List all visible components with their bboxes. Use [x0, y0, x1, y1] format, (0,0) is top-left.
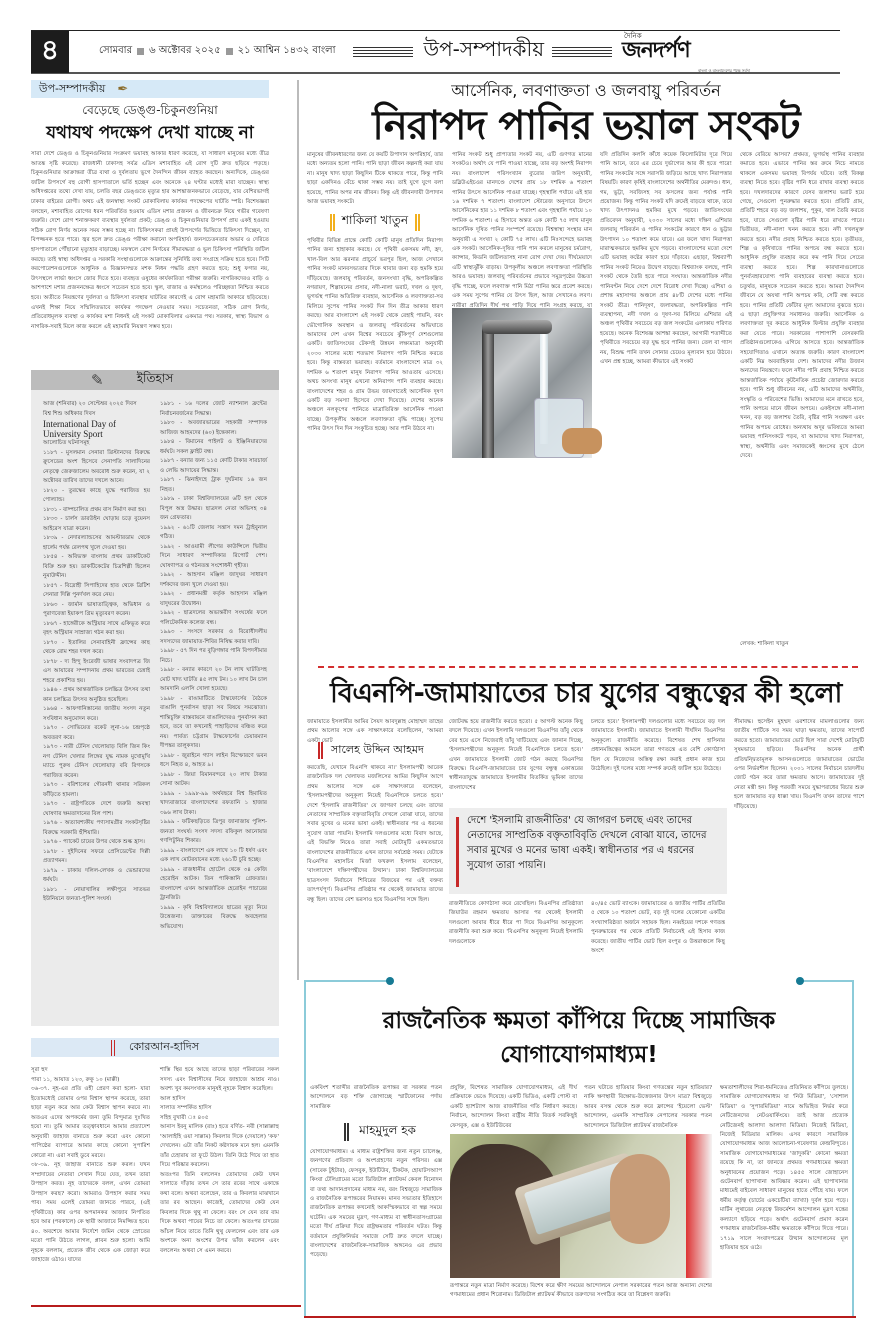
history-event: ১৯৮৯ - ঢাকা বিশ্ববিদ্যালয়ের ৬টি হল থেকে বিপুল অস্ত্র উদ্ধার। ছাত্রদল নেতা অভিসহ ৩৪ জন গ্রেফতার। [160, 496, 267, 521]
social-col3-top: পতন ঘটাতে হাতিয়ার কিংবা গণতন্ত্রের নতুন হাতিয়ার? নাকি ক্ষণস্থায়ী বিক্ষোভ-উত্তেজনার উৎস মাত্র? বিশ্বজুড়ে আরব বসন্ত থেকে শুরু করে ফ্রান্সের 'ইয়েলো ভেস্ট' আন্দোলন, এমনকি সাম্প্রতিক নেপালের সরকার পতন আন্দোলনে ডিজিটাল প্ল্যাটফর্ম রাজনৈতিক [584, 1085, 712, 1129]
quran-section-label: কোরআন-হাদিস [129, 1040, 199, 1053]
history-event: ১৯৭০ - সোভিয়েত রকেট লুনা-১৬ চন্দ্রপৃষ্ঠে অবতরণ করে। [43, 725, 150, 741]
quran-paragraph: আল হাদিস [160, 1095, 186, 1102]
bnp-byline [318, 740, 440, 760]
history-event: ১৮৩১ - বাষ্পচালিত প্রথম বাস নির্মাণ করা হয়। [43, 506, 147, 513]
newspaper-logo [622, 31, 752, 73]
section-title: উপ-সম্পাদকীয় [423, 37, 545, 61]
separator-square-icon [137, 48, 144, 55]
date-bengali: ২১ আশ্বিন ১৪৩২ বাংলা [237, 45, 336, 56]
quran-column-1 [31, 1066, 150, 1300]
water-col2-top: পানির সংকট শুধু প্রাপ্যতার সংকট নয়, এটি গুণগত মানের সংকটও। অর্থাৎ যে পানি পাওয়া যাচ্ছে, তার বড় অংশই নিরাপদ নয়। বাংলাদেশ পরিসংখ্যান ব্যুরোর জরিপ অনুযায়ী, ডব্লিউএইচওর মানদণ্ডে দেশের প্রায় ১৮ দশমিক ৬ শতাংশ পানির উৎসে আর্সেনিক পাওয়া যাচ্ছে। গৃহস্থালি পর্যায়ে এই হার ১৬ দশমিক ৭ শতাংশ। বাংলাদেশ স্টোরেজ অনুসারে উৎসে আর্সেনিকের হার ১১ দশমিক ৮ শতাংশ এবং গৃহস্থালি পর্যায়ে ১০ দশমিক ৬ শতাংশ। এ হিসাবে অন্তত এক কোটি ৭৫ লাখ মানুষ আর্সেনিক দূষিত পানির সংস্পর্শে রয়েছে। বিশ্বস্বাস্থ্য সংস্থার মান অনুযায়ী এ সংখ্যা ২ কোটি ৭৫ লাখ। এটি নিঃসন্দেহে ভয়াবহ এক সংকট। আর্সেনিক-দূষিত পানি পান করলে মানুষের চর্মরোগ, ক্যান্সার, কিডনি জটিলতাসহ নানা রোগ দেখা দেয়। দীর্ঘমেয়াদে এটি স্বাস্থ্যঝুঁকি বাড়ায়। উপকূলীয় অঞ্চলে লবণাক্ততা পরিস্থিতি আরও ভয়াবহ। জলবায়ু পরিবর্তনের প্রভাবে সমুদ্রপৃষ্ঠের উচ্চতা বৃদ্ধি পাচ্ছে, ফলে লবণাক্ত পানি মিঠা পানির স্তরে প্রবেশ করছে। এক সময় সুপেয় পানির যে উৎস ছিল, আজ সেখানেও লবণ। নারীরা প্রতিদিন দীর্ঘ পথ পাড়ি দিয়ে পানি সংগ্রহ করছে, যা [452, 152, 592, 309]
social-col1-bottom: যোগাযোগমাধ্যম। এ মাধ্যম রাষ্ট্রশক্তির জন্য নতুন চ্যালেঞ্জ, জনগণের প্রতিবাদ ও অংশগ্রহণের নতুন পরিসর। এক্স (সাবেক টুইটার), ফেসবুক, ইউটিউব, টিকটক, হোয়াটসঅ্যাপ কিংবা টেলিগ্রামের মতো ডিজিটাল প্ল্যাটফর্ম কেবল বিনোদন বা তথ্য আদানপ্রদানের মাধ্যম নয়, বরং বিশ্বজুড়ে সামাজিক ও রাজনৈতিক রূপান্তরের নিয়ামক। মানব সভ্যতার ইতিহাসে রাজনৈতিক রূপান্তর কখনোই আকস্মিকভাবে বা স্বল্প সময়ে ঘটেনি। এক সময়ের মুদ্রণ, গণ-মাধ্যম বা স্বাধীনতাসংগ্রামের মতো দীর্ঘ প্রক্রিয়া দিয়ে রাষ্ট্রক্ষমতার পরিবর্তন ঘটত। কিন্তু বর্তমানে প্রযুক্তিনির্ভর সমাজে সেটি দ্রুত বদলে যাচ্ছে। বাংলাদেশের রাজনৈতিক-সামাজিক অঙ্গনেও এর প্রভাব পড়েছে। [310, 1149, 442, 1259]
bnp-col3-bottom: ৪০/৪৫ ভোট ব্যাংকে। জামায়াতের ও জাতীয় পার্টির প্রতিটির ৫ থেকে ১০ শতাংশ ভোট, বড় দুই দলের যেকোনো একটির সংখ্যাগরিষ্ঠতা অর্জনে সহায়ক ছিল। নব্বইয়ের দশকে গণতন্ত্র পুনরুদ্ধারের পর থেকে প্রতিটি নির্বাচনেই এই হিসাব কাজ করেছে। জাতীয় পার্টির ভোট ছিল রংপুর ও উত্তরাঞ্চলে কিছু অংশে [591, 901, 725, 955]
smartphone-photo [450, 1134, 712, 1278]
editorial-kicker: বেড়েছে ডেঙ্গু-চিকুনগুনিয়া [82, 103, 218, 117]
history-event: ১৯৯৮ - রাঙামাটিতে টাস্কফোর্সের বৈঠকে বাঙালি পুনর্বাসন ছাড়া সব বিষয়ে সমঝোতা। শান্তিচুক্তি বাস্তবায়নে বাঙালিদেরও পুনর্বাসন করা হবে, তবে তা কখনোই পাহাড়িদের বঞ্চিত করে নয়। পার্বত্য চট্টগ্রাম টাস্কফোর্সের চেয়ারম্যান দীপঙ্কর তালুকদার। [160, 695, 267, 749]
history-event: ১৮৬৭ - হাঙ্গেরীকে অস্ট্রিয়ার সাথে একিভূত করে বৃহৎ অস্ট্রিয়ান সাম্রাজ্য গঠন করা হয়। [43, 620, 150, 636]
frame-dot-icon [796, 977, 804, 985]
column-divider [297, 80, 299, 980]
history-intro-day: বিশ্ব শিশু অধিকার দিবস [43, 410, 96, 417]
byline-bar-icon [318, 742, 323, 759]
bnp-col3-top: চলতে হবে।' ইসলামপন্থী দলগুলোর মধ্যে সবচেয়ে বড় দল জামায়াতে ইসলামী। জামায়াতে ইসলামী দীর্ঘদিন বিএনপির অনুকূল্যে রাজনীতি করেছে। বিশেষত শেখ হাসিনার প্রধানমন্ত্রিত্বের আমলে তারা গণতন্ত্রে এত বেশি কোণঠাসা ছিল যে নিজেদের অস্তিত্ব রক্ষা করাই প্রধান কাজ হয়ে উঠেছিল। দুই দলের মধ্যে সম্পর্ক ক্রমেই জটিল হয়ে উঠেছে। [591, 719, 725, 773]
water-tap-photo [452, 308, 592, 458]
quran-paragraph: ৪০. অবশেষে আমার নির্দেশে জমিন থেকে স্রোতের মতো পানি উঠতে লাগল, প্লাবন শুরু হলো। আমি নূহকে বললাম, প্রত্যেক জীব থেকে এক জোড়া করে জাহাজে ওঠাও। যাদের [31, 1228, 150, 1263]
bottom-rule [31, 1305, 301, 1307]
history-event: ১৯৯৯ - কৃষি বিশ্ববিদ্যালয়ে ছাত্রের মৃত্যু নিয়ে উত্তেজনা। ডাক্তারের বিরুদ্ধে অবহেলার অভিযোগ। [160, 904, 267, 930]
history-event: ১৯৭৩ - বরিশালের গৌরনদী থানার সরিকল ফাঁড়িতে হামলা। [43, 782, 150, 798]
quran-paragraph: আনাস ইবনু মালিক (রাঃ) হতে বর্ণিত- নবী (সাল্লাল্লাহু 'আলাইহি ওয়া সাল্লাম) কিবলার দিকে (দেয়ালে) 'কফ' দেখলেন। এটা তাঁর নিকট কষ্টদায়ক মনে হল। এমনকি তাঁর চেহারায় তা ফুটে উঠল। তিনি উঠে গিয়ে তা হাত দিয়ে পরিষ্কার করলেন। [160, 1124, 279, 1168]
quran-paragraph: সূরা হুদ [31, 1067, 48, 1073]
history-event: ১৯৮৪ - বিমানের পাইলট ও ইঞ্জিনিয়ারদের ধর্মঘট। সকল ফ্লাইট বন্ধ। [160, 439, 267, 455]
quran-section-bar [31, 1038, 279, 1057]
editorial-headline[interactable]: যথাযথ পদক্ষেপ দেখা যাচ্ছে না [46, 123, 254, 143]
date-gregorian: ৬ অক্টোবর ২০২৫ [149, 45, 221, 56]
page-number: ৪ [31, 31, 69, 73]
editorial-section-bar [31, 80, 269, 98]
logo-daily: দৈনিক [624, 31, 642, 40]
bnp-col1-bottom: করতেছি, যেখানে বিএনপি থাকবে না।' ইসলামপন্থী আরেক রাজনৈতিক দল খেলাফত মজলিসের আমির কিছুদিন আগে প্রথম আলোর সঙ্গে এক সাক্ষাৎকারে বলেছেন, 'ইসলামপন্থীদের অনুকূল্য নিয়েই বিএনপিকে চলতে হবে।' দেশে 'ইসলামি রাজনীতির' যে জাগরণ চলছে এবং তাদের নেতাদের সাম্প্রতিক বক্তৃতাবিবৃতি দেখলে বোঝা যাবে, তাদের সবার মুখের ও মনের ভাষা একই। স্বাধীনতার পর এ ধরনের সুযোগ তারা পায়নি। ইসলামি দলগুলোর মধ্যে বিবাদ আছে, এই বিভক্তি নিয়েও তারা সবাই মোটামুটি একমতভাবে বাংলাদেশের রাজনীতিতে এখন তাদের সর্বশ্রেষ্ঠ সময়। যেটাকে বিএনপির মহাসচিব মির্জা ফখরুল ইসলাম বলেছেন, 'বাংলাদেশে দক্ষিণপন্থীদের উত্থান'। ঢাকা বিশ্ববিদ্যালয়ের ছাত্রসংসদ নির্বাচনে শিবিরের বিজয়ের পর এই বক্তব্য তাৎপর্যপূর্ণ। বিএনপির প্রতিষ্ঠার পর থেকেই জামায়াত তাদের বন্ধু ছিল। তাদের বেশ ভরসাও হয়ে বিএনপির সঙ্গে ছিল। [307, 765, 443, 903]
quran-column-2 [160, 1066, 279, 1300]
history-event: ১৮৭৮ - দ্য হিন্দু ইংরেজী ভাষার সংবাদপত্র জি এস আয়ারের সম্পাদনায় প্রথম ভারতের চেন্নাই শহরে প্রকাশিত হয়। [43, 658, 150, 684]
pull-quote: দেশে 'ইসলামি রাজনীতির' যে জাগরণ চলছে এবং তাদের নেতাদের সাম্প্রতিক বক্তৃতাবিবৃতি দেখলে বোঝা যাবে, তাদের সবার মুখের ও মনের ভাষা একই। স্বাধীনতার পর এ ধরনের সুযোগ তারা পায়নি। [449, 808, 727, 894]
water-headline[interactable]: নিরাপদ পানির ভয়াল সংকট [372, 103, 800, 149]
history-event: ১৯৪৬ - প্রথম আন্তর্জাতিক চলচ্চিত্র উৎসব তথা কান চলচ্চিত্র উৎসব অনুষ্ঠিত হয়েছিল। [43, 687, 150, 703]
decorative-rules [552, 47, 612, 57]
water-col1-top: মানুষের জীবনধারণের জন্য যে কয়টি উপাদান অপরিহার্য, তার মধ্যে অন্যতম হলো পানি। পানি ছাড়া জীবন কল্পনাই করা যায় না। মানুষ খাদ্য ছাড়া কিছুদিন টিকে থাকতে পারে, কিন্তু পানি ছাড়া একদিনও বেঁচে থাকা সম্ভব নয়। তাই যুগে যুগে বলা হয়েছে, পানির অপর নাম জীবন। কিন্তু এই জীবনদায়ী উপাদান আজ ভয়াবহ সংকটে। [307, 152, 443, 206]
history-event: ১৯৯২ - ৬১টি জেলায় সন্ত্রাস দমন ট্রাইবুনাল গঠিত। [160, 524, 267, 540]
quran-paragraph: পারা ১১, আয়াত ১২৩, রুকু ১০ (মাক্কী) [31, 1076, 120, 1083]
logo-name: জনদর্পণ [622, 37, 690, 63]
history-event: ১৮৭০ - ইতালির সেনাবাহিনী ফ্রান্সের কাছ থেকে রোম শহর দখল করে। [43, 639, 150, 655]
history-event: ১৯৯৯ - ১৯৯৮-৯৯ অর্থবছরে বিশ্ব হিমায়িত খাদ্যবাজারে বাংলাদেশের রফতানি ১ হাজার ৩৯৬ লাখ টাকা। [160, 790, 267, 816]
history-event: ১৯৯৮ - বন্যার কারণে ২০ টন লাখ ঘাটতিসহ মোট খাদ্য ঘাটতি ৪৫ লাখ টন। ১০ লাখ টন চাল আমদানি এলসি খোলা হয়েছে। [160, 667, 267, 692]
double-bar-icon [111, 1040, 115, 1056]
history-event: ১৯৭৬ - অত্যাবশ্যকীয় পণ্যসামগ্রীর সংকটসৃষ্টির বিরুদ্ধে সরকারি হুঁশিয়ারি। [43, 820, 150, 836]
social-col23-bottom: রূপান্তরে নতুন মাত্রা নির্মাণ করেছে। বিশেষ করে ক্ষীণ সময়ের আন্দোলনে নেপাল সরকারের পতন আজ অন্যান্য দেশের গণমাধ্যমের প্রধান শিরোনাম। ডিজিটাল প্ল্যাটফর্ম কীভাবে তরুণদের সংগঠিত করে তা বিশ্লেষণ জরুরি। [450, 1283, 712, 1299]
history-event: ১৯৬৪ - আফগানিস্তানের জাতীয় সংসদ নতুন সংবিধান অনুমোদন করে। [43, 706, 150, 722]
quran-paragraph: শাস্তি স্থির হয়ে আছে তাদের ছাড়া পরিবারের সকল সদস্য এবং বিশ্বাসীদের নিয়ে জাহাজে আশ্রয় নাও। অবশ্য খুব কমসংখ্যক মানুষই নূহকে বিশ্বাস করেছিল। [160, 1067, 279, 1092]
social-col4: ক্ষমতাশালীদের শিরা-ধমনিতেও প্রতিনিয়ত কাঁপিয়ে তুলছে। সামাজিক যোগাযোগমাধ্যম যা 'নিউ মিডিয়া', 'সোশাল মিডিয়া' ও 'সুপারমিডিয়া' নামে অভিহিত নির্ভর করে নেটিজেনদের নেটওয়ার্কিংয়ে। তাই আজ প্রত্যেক নেটিজেনই আলাদা আলাদা মিডিয়া। নিজেই মিডিয়া, নিজেই মিডিয়ার মালিক। এসব কারণে সামাজিক যোগাযোগমাধ্যম আজ আলোচনা-গবেষণার কেন্দ্রবিন্দুতে। সামাজিক যোগাযোগমাধ্যমের 'জাদুকরি' কোনো ক্ষমতা রয়েছে কি না, তা জানতে প্রথমত গণমাধ্যমের ক্ষমতা অনুধাবনের প্রয়োজন পড়ে। ১৪৫৫ সালে জোহানেস গুটেনবার্গ ছাপাখানা আবিষ্কার করেন। এই ছাপাখানার মাধ্যমেই বাইবেল সাধারণ মানুষের হাতে পৌঁছে যায়। ফলে ধর্মীয় কর্তৃত্ব (চার্চের একচেটিয়া ব্যাখ্যা) দুর্বল হয়ে পড়ে। মার্টিন লুথারের নেতৃত্বে রিফর্মেশন আন্দোলন মুদ্রণ যন্ত্রের কল্যাণে ছড়িয়ে পড়ে। অর্থাৎ গুটেনবার্গ প্রমাণ করেন গণমাধ্যম রাজনৈতিক-ধর্মীয় ক্ষমতাকে কাঁপিয়ে দিতে পারে। ১৭১৯ সালে সংবাদপত্রের উত্থান আন্দোলনের মূল হাতিয়ার হয়ে ওঠে। [720, 1085, 848, 1251]
history-event: ১৯৭৬ - প্যাকেট চায়ের উপর থেকে শুল্ক হ্রাস। [43, 839, 145, 845]
quran-body [31, 1066, 279, 1300]
byline-bar-icon [330, 214, 335, 231]
history-events-heading: আলোচিত ঘটনাসমূহ [43, 440, 90, 446]
water-byline [307, 211, 443, 233]
history-box [31, 390, 279, 1026]
history-section-bar [31, 370, 279, 390]
history-event: ১৯৯৩ - সংসদে সরকার ও বিরোধীদলীয় সদস্যদের জামায়াত-শিবির নিষিদ্ধ করার দাবি। [160, 629, 267, 645]
social-headline[interactable]: রাজনৈতিক ক্ষমতা কাঁপিয়ে দিচ্ছে সামাজিক যোগাযোগমাধ্যম! [382, 1008, 776, 1068]
quran-paragraph: সহিহ বুখারী ঃ ৪০৫ [160, 1114, 209, 1121]
water-col4: থেকে বেরিয়ে আসব? প্রথমত, ভূগর্ভস্থ পানির ব্যবহার কমাতে হবে। এভাবে পানির স্তর ক্রমে নিচে নামতে থাকলে একসময় ভয়াবহ বিপর্যয় ঘটবে। তাই বিকল্প ব্যবস্থা নিতে হবে। বৃষ্টির পানি ধরে রাখার ব্যবস্থা করতে হবে। দখলদারদের কারণে যেসব জলাশয় ভরাট হয়ে গেছে, সেগুলো পুনরুদ্ধার করতে হবে। প্রতিটি গ্রাম, প্রতিটি শহরে বড় বড় জলাশয়, পুকুর, খাল তৈরি করতে হবে, যাতে সেগুলো বৃষ্টির পানি ধরে রাখতে পারে। দ্বিতীয়ত, নদী-নালা খনন করতে হবে। নদী দখলমুক্ত করতে হবে। নদীর প্রবাহ নিশ্চিত করতে হবে। তৃতীয়ত, শিল্প ও কৃষিখাতে পানির অপচয় বন্ধ করতে হবে। আধুনিক প্রযুক্তি ব্যবহার করে কম পানি দিয়ে সেচের ব্যবস্থা করতে হবে। শিল্প কারখানাগুলোতে পুনর্ব্যবহারযোগ্য পানি ব্যবহারের ব্যবস্থা করতে হবে। চতুর্থত, মানুষকে সচেতন করতে হবে। আমরা দৈনন্দিন জীবনে যে অযথা পানি অপচয় করি, সেটি বন্ধ করতে হবে। পানির প্রতিটি ফোঁটার মূল্য আমাদের বুঝতে হবে। এ ছাড়া প্রযুক্তিগত সমাধানও জরুরি। আর্সেনিক ও লবণাক্ততা দূর করতে আধুনিক ফিল্টার প্রযুক্তি ব্যবহার করা যেতে পারে। সরকারের পাশাপাশি বেসরকারি প্রতিষ্ঠানগুলোকেও এগিয়ে আসতে হবে। আন্তর্জাতিক সহযোগিতাও এখানে অত্যন্ত জরুরি। কারণ বাংলাদেশ একটি নিম্ন অববাহিকার দেশ। আমাদের নদীর উজান অন্যদের নিয়ন্ত্রণে। ফলে নদীর পানি প্রবাহ নিশ্চিত করতে আন্তর্জাতিক পর্যায়ে কূটনৈতিক প্রচেষ্টা জোরদার করতে হবে। পানি শুধু জীবনের নয়, এটি আমাদের অর্থনীতি, সংস্কৃতি ও পরিবেশের ভিত্তি। আমাদের মনে রাখতে হবে, পানি অপচয় মানে জীবন অপচয়। একইসঙ্গে নদী-নালা খনন, বড় বড় জলাশয় তৈরি, বৃষ্টির পানি সংরক্ষণ এবং পানির অপচয় রোধের। অন্যথায় অদূর ভবিষ্যতে আমরা ভয়াবহ পানিসংকটে পড়ব, যা আমাদের খাদ্য নিরাপত্তা, স্বাস্থ্য, অর্থনীতি এবং সমাজকেই ধ্বংসের মুখে ঠেলে দেবে। [740, 152, 864, 459]
bnp-col2: জোটবদ্ধ হয়ে রাজনীতি করতে হতো। ৫ আগস্ট অনেক কিছু বদলে দিয়েছে। এখন ইসলামি দলগুলো বিএনপির তাঁবু থেকে বের হয়ে এসে নিজেরাই তাঁবু খাটিয়েছে এবং জানান দিচ্ছে, 'ইসলামপন্থীদের অনুকূল্য নিয়েই বিএনপিকে চলতে হবে।' এখন জামায়াতে ইসলামী জোট গঠন করছে বিএনপির বিরুদ্ধে। বিএনপি-জামায়াতের চার যুগের বন্ধুত্ব একাত্তরের স্বাধীনতাযুদ্ধে জামায়াতে ইসলামীর বিতর্কিত ভূমিকা তাদের বাংলাদেশের [449, 719, 583, 791]
masthead [31, 30, 840, 74]
history-event: ১৯৯২ - ছাত্রদলের অভ্যন্তরীণ সংঘর্ষের ফলে পলিটেকনিক কলেজ বন্ধ। [160, 610, 267, 626]
history-column-1 [43, 400, 150, 1020]
history-event: ১৯৭৮ - দুইদিনের সফরে প্রেসিডেন্টের দিল্লী প্রত্যাগমন। [43, 848, 150, 864]
separator-square-icon [226, 48, 233, 55]
history-events-list [160, 400, 267, 932]
history-event: ১৮২০ - তুরস্কের কাছে যুদ্ধে পরাজিত হয় পোল্যান্ড। [43, 487, 150, 503]
bnp-headline[interactable]: বিএনপি-জামায়াতের চার যুগের বন্ধুত্বের কী হলো [330, 678, 842, 709]
history-event: ১৯৮১ - ১৬ দলের জোট ন্যাশনাল ফ্রন্টের নির্বাচনবর্জনের সিদ্ধান্ত। [160, 401, 267, 417]
fountain-pen-icon: ✒ [117, 81, 129, 97]
history-column-2 [160, 400, 267, 1020]
social-col1-top: একবিংশ শতাব্দীর রাজনৈতিক রূপান্তর বা সরকার পতন আন্দোলনে বড় শক্তি জোগাচ্ছে স্মার্টফোনের পর্দায় সামাজিক [310, 1085, 442, 1110]
history-event: ১৯৯৮ - জিয়া বিমানবন্দরে ২০ লাখ টাকার সোনা আটক। [160, 771, 267, 787]
quran-paragraph: ৩৬-৩৭. নূহ-এর প্রতি ওহী প্রেরণ করা হলো- যারা ইতোমধ্যেই তোমার ওপর বিশ্বাস স্থাপন করেছে, তারা ছাড়া নতুন করে আর কেউ বিশ্বাস স্থাপন করবে না। অতএব এদের অপকর্মের জন্য তুমি বিন্দুমাত্র দুঃখিত হয়ো না। তুমি আমার তত্ত্বাবধানে আমার প্রত্যাদেশ অনুযায়ী জাহাজ বানাতে শুরু করো এবং কোনো পাপিষ্ঠের ব্যাপারে আমার কাছে কোনো সুপারিশ কোরো না। এরা সবাই ডুবে মরবে। [31, 1086, 150, 1159]
social-byline [318, 1121, 442, 1143]
water-author: শাকিলা খাতুন [341, 213, 409, 227]
history-event: ১৮৫৭ - বিদ্রোহী সিপাহিদের হাত থেকে ব্রিটিশ সেনারা দিল্লি পুনর্দখল করে নেয়। [43, 582, 150, 598]
dateline [99, 43, 335, 60]
history-event: ১৮৩৯ - নেদারল্যান্ডসের আমস্টারডাম থেকে হার্লেম পর্যন্ত রেলপথ খুলে দেওয়া হয়। [43, 535, 150, 551]
social-col2-top: প্রযুক্তি, বিশেষত সামাজিক যোগাযোগমাধ্যম, এই দীর্ঘ প্রক্রিয়াকে ভেঙে দিয়েছে। একটি ভিডিও, একটি পোস্ট বা একটি হ্যাশট্যাগ আজ রাজনীতির গতি নির্ধারণ করছে। নির্বাচন, আন্দোলন কিংবা রাষ্ট্রীয় নীতি বিতর্ক সবকিছুই ফেসবুক, এক্স ও ইউটিউবের [450, 1085, 577, 1129]
editorial-body: সারা দেশে ডেঙ্গু ও চিকুনগুনিয়ার সংক্রমণ ভয়াবহ আকার ধারণ করেছে, যা সাধারণ মানুষের মধ্যে তীব্র আতঙ্ক সৃষ্টি করেছে। রাজধানী ঢাকাসহ সর্বত্র এডিস মশাবাহিত এই রোগ দুটি দ্রুত ছড়িয়ে পড়ছে। চিকুনগুনিয়ার আক্রান্তরা তীব্র ব্যথা ও দুর্বলতায় ভুগে দৈনন্দিন জীবন ব্যাহত করছেন। অন্যদিকে, ডেঙ্গুর জটিল উপসর্গে বহু রোগী হাসপাতালে ভর্তি হচ্ছেন এবং অনেকে ২৪ ঘণ্টার মধ্যেই মারা যাচ্ছেন। স্বাস্থ্য অধিদপ্তরের তথ্যে দেখা যায়, চলতি বছর ডেঙ্গুতে মৃত্যুর হার আশঙ্কাজনকভাবে বেড়েছে, যার বেশিরভাগই ঢাকার বাইরের রোগী। অথচ এই জনস্বাস্থ্য সংকট মোকাবিলায় কার্যকর পদক্ষেপের ঘাটতি স্পষ্ট। বিশেষজ্ঞরা বলছেন, মশাবাহিত রোগের ধরন পরিবর্তিত হওয়ায় এডিস মশার প্রজনন ও জীবনচক্র নিয়ে গভীর গবেষণা জরুরি। দেশে রোগ শনাক্তকরণ ব্যবস্থার দুর্বলতা প্রকট; ডেঙ্গু ও চিকুনগুনিয়ার উপসর্গ প্রায় একই হওয়ায় সঠিক রোগ নির্ণয় অনেক সময় সম্ভব হচ্ছে না। চিকিৎসকরা প্রায়ই উপসর্গের ভিত্তিতে চিকিৎসা দিচ্ছেন, যা বিপজ্জনক হতে পারে। জ্বর হলে দ্রুত ডেঙ্গু পরীক্ষা করানো অপরিহার্য। জনসচেতনতার অভাব ও দেরিতে হাসপাতালে পৌঁছানো মৃত্যুহার বাড়াচ্ছে। মফস্বলে রোগ নির্ণয়ের সীমাবদ্ধতা ও ভুল চিকিৎসা পরিস্থিতি জটিল করছে। তাই স্বাস্থ্য অধিদপ্তর ও সরকারি সংস্থাগুলোকে আক্রান্তের সুনির্দিষ্ট তথ্য সংগ্রহে সক্রিয় হতে হবে। সিটি করপোরেশনগুলোকে আধুনিক ও বিজ্ঞানসম্মত মশক নিধন পদ্ধতি গ্রহণ করতে হবে; শুধু ফগার নয়, উৎসস্থলে লার্ভা ধ্বংসে জোর দিতে হবে। ব্যবহৃত ওষুধের কার্যকারিতা পরীক্ষা জরুরি। নাগরিকদেরও বাড়ি ও আশপাশে মশার প্রজননক্ষেত্র ধ্বংসে সচেতন হতে হবে। স্কুল, বাজার ও কর্মস্থলেও পরিচ্ছন্নতা নিশ্চিত করতে হবে। অতীতে নিয়ন্ত্রণের দুর্বলতা ও চিকিৎসা ব্যবস্থার ঘাটতির কারণেই এ রোগ মহামারি আকারে ছড়িয়েছে। এখনই শিক্ষা নিয়ে সম্মিলিতভাবে কার্যকর পদক্ষেপ নেওয়ার সময়। সচেতনতা, সঠিক রোগ নির্ণয়, প্রতিরোধমূলক ব্যবস্থা ও কার্যকর মশা নিধনই এই সংকট মোকাবিলার একমাত্র পথ। সরকার, স্বাস্থ্য বিভাগ ও নাগরিক-সবাই মিলে কাজ করলে এই মহামারি নিয়ন্ত্রণ সম্ভব হবে। [31, 151, 269, 330]
byline-bar-icon [415, 214, 420, 231]
history-section-label: ইতিহাস [136, 371, 174, 385]
editorial-section-label: উপ-সম্পাদকীয় [39, 81, 106, 95]
water-col2-bottom [452, 462, 592, 658]
history-event: ১৯৭৩ - নারী টেনিস খেলোয়াড় বিলি জিন কিং নগ টেনিস খেলার লিঙ্গের যুদ্ধ নামক মুখোমুখি ম্যাচে পুরুষ টেনিস খেলোয়াড় ববি রিগসকে পরাজিত করেন। [43, 744, 150, 779]
history-event: ১৯৮৭ - বন্যার জন্য ১১৫ কোটি টাকার সারচার্জ ও লেভি আদায়ের সিদ্ধান্ত। [160, 458, 267, 474]
history-event: ১৮৫৪ - অবিভক্ত বাংলায় প্রথম ডাকটিকেট বিক্রি শুরু হয়। ডাকটিকেটের চিত্রশিল্পী ছিলেন নুমাউদ্দীন। [43, 554, 150, 579]
bnp-col4: সীমাবদ্ধ। হুসেইন মুহম্মদ এরশাদের মামলাগুলোর জন্য জাতীয় পার্টিকে সব সময় ঘাড়া ক্ষমতায়, তাদের সাপোর্ট করতে হতো। জামায়াতের ভোট ছিল সারা দেশেই মোটামুটি সুষমভাবে ছড়িয়ে। বিএনপির অনেক প্রার্থী প্রতিদ্বন্দ্বিতামূলক আসনগুলোতে জামায়াতের ভোটের ওপর নির্ভরশীল ছিলেন। ২০০১ সালের নির্বাচনে চারদলীয় জোট গঠন করে তারা ক্ষমতায় আসে। জামায়াতের দুই নেতা মন্ত্রী হন। কিন্তু পরবর্তী সময়ে যুদ্ধাপরাধের বিচার শুরু হলে জামায়াত বড় ধাক্কা খায়। বিএনপি তখন তাদের পাশে দাঁড়িয়েছে। [734, 719, 864, 810]
history-event: ১৯৮১ - নোয়াখালির লক্ষীপুরে সাতভর ইউনিয়নে জনতা-পুলিশ সংঘর্ষ। [43, 886, 150, 902]
water-signoff: লেখক: শাকিলা খাতুন [740, 641, 789, 647]
history-event: ১৯৭৯ - ঢাকায় দলিল-লেখক ও ভেন্ডারদের ধর্মঘট। [43, 867, 150, 883]
dashed-separator [318, 666, 858, 668]
history-event: ১৯৯৯ - ফটিকছড়িতে ত্রিপুর জানাজায় পুলিশ-জনতা সংঘর্ষ। সংসদ সদস্য রফিকুল আনোয়ার গণপিটুনির শিকার। [160, 819, 267, 844]
bnp-col2-bottom: রাজনীতিতে কোণঠাসা করে রেখেছিল। বিএনপির প্রতিষ্ঠাতা জিয়াউর রহমান ক্ষমতায় আসার পর থেকেই ইসলামী দলগুলো আবার ধীরে ধীরে পা দিয়ে বিএনপির আনুকূল্যে রাজনীতি করা শুরু করে। 'বিএনপির অনুকূল্য নিয়েই ইসলামি দলগুলোকে [449, 901, 583, 945]
history-event: ১৯৯৮ - জুরাইনে গ্যাস লাইন বিস্ফোরণে ভবন ধসে নিহত ৪, আহত ৯। [160, 752, 267, 768]
water-kicker: আর্সেনিক, লবণাক্ততা ও জলবায়ু পরিবর্তন [451, 81, 721, 100]
bottom-rule [304, 1316, 856, 1318]
history-intro-date: আজ (শনিবার) ২০ সেপ্টেম্বর ২০২৫ দিবস [43, 401, 137, 407]
logo-tagline: বাংলা ও বাংলাদেশের পক্ষে সর্বদা [697, 67, 751, 73]
decorative-rules [353, 47, 413, 57]
history-event: ১৯৮৩ - অবজারভারের সহকারী সম্পাদক আজিজ আহমদের (৬০) ইন্তেকাল। [160, 420, 267, 436]
history-event: ১৯৯২ - আহসান মঞ্জিল জাদুঘর সাধারণ দর্শকদের জন্য খুলে দেওয়া হয়। [160, 572, 267, 588]
water-col3: যদি প্রতিদিন কলসি কাঁধে কয়েক কিলোমিটার দূরে গিয়ে পানি আনে, তবে এর চেয়ে দুর্ভাগ্যের আর কী হতে পারে! পানির সংকটের সঙ্গে সরাসরি জড়িয়ে আছে খাদ্য নিরাপত্তার বিষয়টি। কারণ কৃষিই বাংলাদেশের অর্থনীতির মেরুদণ্ড। ধান, গম, ভুট্টা, সবজিসহ সব ফসলের জন্য পর্যাপ্ত পানি প্রয়োজন। কিন্তু পানির সংকট যদি ক্রমেই বাড়তে থাকে, তবে খাদ্য উৎপাদনও হুমকির মুখে পড়বে। জাতিসংঘের প্রতিবেদন অনুযায়ী, ২০৩০ সালের মধ্যে দক্ষিণ এশিয়ার জলবায়ু পরিবর্তন ও পানির সংকটের কারণে ধান ও ভুট্টার উৎপাদন ১০ শতাংশ কমে যাবে। এর ফলে খাদ্য নিরাপত্তা মারাত্মকভাবে হুমকির মুখে পড়বে। বাংলাদেশের মতো দেশে এটি ভয়াবহ কষ্টের কারণ হয়ে দাঁড়াবে। এছাড়া, বিশ্বব্যাপী পানির সংকট নিয়েও উদ্বেগ বাড়ছে। বিশ্বব্যাংক বলছে, পানি সংকট থেকে তৈরি হতে পারে সংঘাত। আন্তর্জাতিক নদীর পানিবণ্টন নিয়ে দেশে দেশে বিরোধ দেখা দিচ্ছে। এশিয়া ও প্রশান্ত মহাসাগর অঞ্চলে প্রায় ৪৮টি দেশের মধ্যে পানির সংকট তীব্র। পানিদূষণ, জলাবদ্ধতা, অপরিকল্পিত পানি ব্যবস্থাপনা, নদী দখল ও দূষণ-সব মিলিয়ে এশিয়ার এই অঞ্চল পৃথিবীর সবচেয়ে বড় জল সংকটের এলাকায় পরিণত হয়েছে। অনেক বিশেষজ্ঞ আশঙ্কা করছেন, আগামী শতাব্দীতে পৃথিবীতে সবচেয়ে বড় যুদ্ধ হবে পানির জন্য। তেল বা গ্যাস নয়, বিশুদ্ধ পানি তখন সোনার চেয়েও মূল্যবান হয়ে উঠবে। এখন প্রশ্ন হচ্ছে, আমরা কীভাবে এই সংকট [600, 152, 732, 365]
history-events-list [43, 449, 150, 905]
water-col1-bottom: পৃথিবীর বিভিন্ন প্রান্তে কোটি কোটি মানুষ প্রতিদিন নিরাপদ পানির জন্য হাহাকার করছে। যে পৃথিবী একসময় নদী, হ্রদ, খাল-বিল আর ঝরনার প্রাচুর্যে ভরপুর ছিল, আজ সেখানে পানির সংকট মানবসভ্যতার দিকে থাবার জন্য বড় হুমকি হয়ে দাঁড়িয়েছে। জলবায়ু পরিবর্তন, জনসংখ্যা বৃদ্ধি, অপরিকল্পিত নগরায়ণ, শিল্পায়নের প্রসার, নদী-নালা ভরাট, দখল ও দূষণ, ভূগর্ভস্থ পানির অতিরিক্ত ব্যবহার, আর্সেনিক ও লবণাক্ততা-সব মিলিয়ে সুপেয় পানির সংকট দিন দিন তীব্র আকার ধারণ করছে। আর বাংলাদেশ এই সংকট থেকে রেহাই পায়নি, বরং ভৌগোলিক অবস্থান ও জলবায়ু পরিবর্তনের অভিঘাতে আমাদের দেশ এখন বিশ্বের সবচেয়ে ঝুঁকিপূর্ণ দেশগুলোর একটি। জাতিসংঘের টেকসই উন্নয়ন লক্ষ্যমাত্রা অনুযায়ী ২০৩০ সালের মধ্যে শতভাগ নিরাপদ পানি নিশ্চিত করতে হবে। কিন্তু বাস্তবতা ভয়াবহ। বর্তমানে বাংলাদেশে মাত্র ৩২ দশমিক ৬ শতাংশ মানুষ নিরাপদ পানির আওতায় এসেছে। অথচ অসংখ্য মানুষ এখনো অনিরাপদ পানি ব্যবহার করছে। বাংলাদেশের শহর ও গ্রাম উভয় জায়গাতেই আর্সেনিক দূষণ একটি বড় সমস্যা হিসেবে দেখা দিয়েছে। দেশের অনেক অঞ্চলে নলকূপের পানিতে মাত্রাতিরিক্ত আর্সেনিক পাওয়া যাচ্ছে। উপকূলীয় অঞ্চলে লবণাক্ততা বৃদ্ধি পাচ্ছে। সুপেয় পানির উৎস দিন দিন সংকুচিত হচ্ছে। আর পানি উঠবে না। [307, 238, 443, 433]
quran-paragraph: সালাত সম্পর্কিত হাদিস [160, 1105, 212, 1111]
history-event: ১৮৩৩ - চার্লস ডারউইন ঘোড়ায় চড়ে বুয়েনস আইরেস যাত্রা করেন। [43, 516, 150, 532]
history-event: ১৯৯২ - আওয়ামী লীগের কাউন্সিলে দ্বিতীয় দিনে সাধারণ সম্পাদিকার রিপোর্ট পেশ। ঘোষণাপত্র ও গঠনতন্ত্র সংশোধনী গৃহীত। [160, 543, 267, 569]
social-author: মাহমুদুল হক [359, 1123, 416, 1137]
history-event: ১৮৬৩ - জার্মান ভাষাতাত্ত্বিক, অভিধান ও পুরাণবেত্তা ইয়াকপ গ্রিম মৃত্যুবরণ করেন। [43, 601, 150, 617]
quran-paragraph: ৩৮-৩৯. নূহ জাহাজ বানাতে শুরু করল। যখন সম্প্রদায়ের নেতারা সেখান দিয়ে যেত, তখন তারা উপহাস করত। নূহ তাদেরকে বলল, এখন তোমরা উপহাস করছ? করো। আমরাও উপহাস করার সময় পাব। সময় এলেই তোমরা জানতে পারবে, (এই পৃথিবীতে) কার ওপর অপমানকর আজাব নিপতিত হবে আর (পরকালে) কে স্থায়ী আজাবে নিমজ্জিত হবে। [31, 1162, 150, 1225]
frame-dot-icon [386, 977, 394, 985]
bnp-col1-top: জামায়াতে ইসলামীর আমির সৈয়দ আবদুল্লাহ মোহাম্মদ তাহের প্রথম আলোর সঙ্গে এক সাক্ষাৎকারে বলেছিলেন, 'আমরা একটা ভোট [307, 719, 443, 744]
bnp-author: সালেহ উদ্দিন আহমদ [331, 742, 424, 756]
history-event: ১৯৭৩ - রাষ্ট্রপতিকে দেশে জরুরি অবস্থা ঘোষণার ক্ষমতাদানের বিল পাশ। [43, 801, 150, 817]
history-event: ১৯৯৯ - রাজধানীর হোটেল থেকে ৩৪ কেজি হেরোইন আটক। তিন পাকিস্তানি গ্রেফতার। বাংলাদেশ এখন আন্তর্জাতিক হেরোইন পাচারের ট্রানজিট। [160, 866, 267, 901]
history-event: ১৯৯৮ - ৫৭ দিন পর বুড়িগঙ্গার পানি বিপদসীমার নিচে। [160, 648, 267, 664]
history-intl-day: International Day of University Sport [43, 419, 116, 439]
quran-paragraph: অতঃপর তিনি বললেনঃ তোমাদের কেউ যখন সালাতে দাঁড়ায় তখন সে তার রবের সাথে একান্তে কথা বলে। অথবা বলেছেন, তার ও কিবলার মাঝখানে তার রব আছেন। কাজেই, তোমাদের কেউ যেন কিবলার দিকে থুথু না ফেলে। বরং সে যেন তার বাম দিকে অথবা পায়ের নিচে তা ফেলে। অতঃপর চাদরের আঁচল নিয়ে তাতে তিনি থুথু ফেললেন এবং তার এক অংশকে অন্য অংশের উপর ভাঁজ করলেন এবং বললেনঃ অথবা সে এমন করবে। [160, 1171, 279, 1254]
history-event: ১৯৯২ - প্রধানমন্ত্রী কর্তৃক আহসান মঞ্জিল যাদুঘরের উদ্বোধন। [160, 591, 267, 607]
history-event: ১৯৯৯ - বাংলাদেশে এক লাখে ১০ টি ধর্ষণ এবং এক লাখ মোটরযানের মধ্যে ২৬১টি চুরি হচ্ছে। [160, 847, 267, 863]
history-event: ১৯৮৭ - ঝিনাইদহে ট্রাক দুর্ঘটনায় ১৬ জন নিহত। [160, 477, 267, 493]
byline-bar-icon [344, 1123, 349, 1141]
quill-pen-icon: ✎ [91, 371, 104, 389]
weekday: সোমবার [99, 45, 133, 56]
history-event: ১১৮৭ - মুসলমান সেনারা খ্রিস্টানদের বিরুদ্ধে ক্রুসেডের অংশ হিসেবে সেনাপতি সালাদিনের নেতৃত্বে জেরুজালেম অবরোধ শুরু করেন, যা ২ অক্টোবর তারিখ তাদের দখলে আনে। [43, 449, 150, 484]
